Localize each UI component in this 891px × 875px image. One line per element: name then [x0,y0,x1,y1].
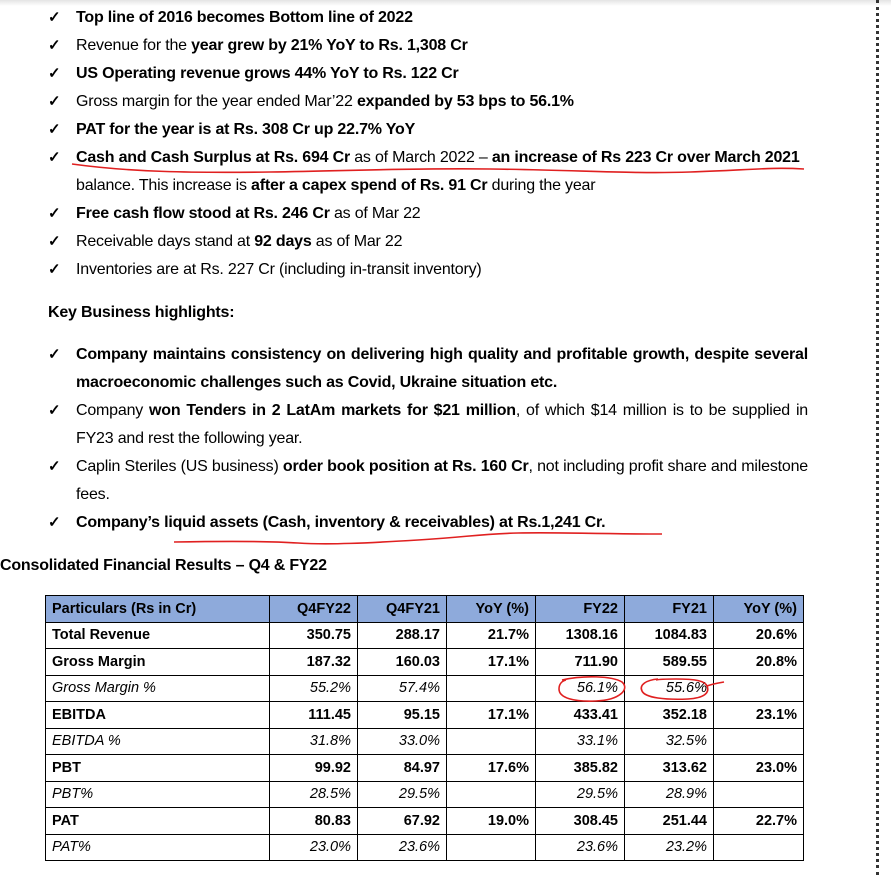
bullet-text-bold: Company’s liquid assets (Cash, inventory & receivables) at Rs.1,241 Cr. [76,514,606,531]
cell-yoy-quarter: 19.0% [447,808,536,835]
key-business-item [48,453,808,509]
bullet-text: as of Mar 22 [311,233,403,250]
cell-fy22: 1308.16 [536,622,625,649]
checkmark-icon: ✓ [48,65,61,82]
checkmark-icon: ✓ [48,9,61,26]
financial-results-table [45,595,804,861]
cell-yoy-year: 23.1% [714,702,804,729]
table-row-gross-margin [46,649,804,676]
bullet-text-bold: Free cash flow stood at Rs. 246 Cr [76,205,330,222]
cell-q4fy21: 95.15 [358,702,447,729]
cell-fy22: 23.6% [536,834,625,861]
cell-label: EBITDA % [46,728,270,755]
cell-q4fy22: 187.32 [270,649,358,676]
cell-yoy-year [714,781,804,808]
cell-q4fy22: 31.8% [270,728,358,755]
cell-yoy-year [714,675,804,702]
cell-fy21: 1084.83 [625,622,714,649]
bullet-text: Gross margin for the year ended Mar’22 [76,93,357,110]
cell-q4fy21: 67.92 [358,808,447,835]
key-business-list [48,341,808,537]
cell-fy21: 589.55 [625,649,714,676]
col-header-yoy-year: YoY (%) [714,596,804,623]
key-business-item [48,509,808,537]
bullet-text: Company [76,402,150,419]
checkmark-icon: ✓ [48,121,61,138]
bullet-text-bold: order book position at Rs. 160 Cr [282,458,529,475]
bullet-text-bold: won Tenders in 2 LatAm markets for $21 million [149,402,516,419]
cell-yoy-year: 22.7% [714,808,804,835]
checkmark-icon: ✓ [48,346,61,363]
table-row-pbt [46,755,804,782]
bullet-text: Inventories are at Rs. 227 Cr (including in-transit inventory) [76,261,482,278]
cell-fy22: 433.41 [536,702,625,729]
key-business-item [48,341,808,397]
cell-fy21: 28.9% [625,781,714,808]
bullet-text-bold: expanded by 53 bps to 56.1% [356,93,574,110]
cell-q4fy22: 80.83 [270,808,358,835]
cell-yoy-year: 23.0% [714,755,804,782]
cell-label: EBITDA [46,702,270,729]
financial-highlight-item [48,116,808,144]
bullet-text: , not including profit share and milestone fees. [76,458,808,503]
cell-fy22: 308.45 [536,808,625,835]
bullet-text-bold: Company maintains consistency on delivering high quality and profitable growth, despite several macroeconomic challenges such as Covid, Ukraine situation etc. [76,346,808,391]
checkmark-icon: ✓ [48,402,61,419]
financial-highlight-item [48,228,808,256]
cell-q4fy21: 160.03 [358,649,447,676]
cell-q4fy22: 99.92 [270,755,358,782]
cell-q4fy21: 288.17 [358,622,447,649]
cell-fy22: 33.1% [536,728,625,755]
cell-q4fy21: 29.5% [358,781,447,808]
checkmark-icon: ✓ [48,514,61,531]
col-header-q4fy21: Q4FY21 [358,596,447,623]
col-header-fy21: FY21 [625,596,714,623]
cell-fy21: 313.62 [625,755,714,782]
cell-yoy-quarter [447,834,536,861]
cell-q4fy22: 28.5% [270,781,358,808]
page-edge-dotted-border [876,0,879,875]
cell-yoy-quarter [447,781,536,808]
financial-highlight-item [48,200,808,228]
key-business-item [48,397,808,453]
cell-yoy-year: 20.8% [714,649,804,676]
cell-fy22: 711.90 [536,649,625,676]
table-section-heading: Consolidated Financial Results – Q4 & FY22 [0,557,327,574]
financial-highlight-item [48,4,808,32]
cell-yoy-quarter [447,675,536,702]
col-header-q4fy22: Q4FY22 [270,596,358,623]
bullet-text: Caplin Steriles (US business) [76,458,283,475]
cell-fy21: 23.2% [625,834,714,861]
checkmark-icon: ✓ [48,149,61,166]
table-row-gross-margin-pct [46,675,804,702]
bullet-text-bold: PAT for the year is at Rs. 308 Cr up 22.7% YoY [76,121,416,138]
cell-q4fy22: 23.0% [270,834,358,861]
bullet-text: , of which $14 million is to be supplied in FY23 and rest the following year. [76,402,809,447]
financial-highlights-list [48,4,808,284]
cell-yoy-year: 20.6% [714,622,804,649]
cell-yoy-quarter [447,728,536,755]
cell-fy21: 32.5% [625,728,714,755]
checkmark-icon: ✓ [48,205,61,222]
cell-q4fy22: 350.75 [270,622,358,649]
bullet-text: during the year [487,177,596,194]
cell-q4fy21: 23.6% [358,834,447,861]
cell-label: PBT% [46,781,270,808]
bullet-text: as of March 2022 – [349,149,492,166]
col-header-yoy-quarter: YoY (%) [447,596,536,623]
table-row-pat-pct [46,834,804,861]
cell-q4fy21: 84.97 [358,755,447,782]
cell-yoy-quarter: 17.6% [447,755,536,782]
bullet-text-bold: US Operating revenue grows 44% YoY to Rs. 122 Cr [76,65,459,82]
cell-q4fy21: 57.4% [358,675,447,702]
cell-label: Gross Margin % [46,675,270,702]
cell-yoy-quarter: 17.1% [447,702,536,729]
bullet-text-bold: after a capex spend of Rs. 91 Cr [251,177,488,194]
cell-q4fy22: 55.2% [270,675,358,702]
bullet-text: balance. This increase is [76,177,252,194]
cell-label: Total Revenue [46,622,270,649]
checkmark-icon: ✓ [48,458,61,475]
bullet-text: Receivable days stand at [76,233,255,250]
checkmark-icon: ✓ [48,233,61,250]
cell-label: PAT% [46,834,270,861]
cell-q4fy21: 33.0% [358,728,447,755]
checkmark-icon: ✓ [48,261,61,278]
bullet-text-bold: Top line of 2016 becomes Bottom line of 2022 [76,9,413,26]
bullet-text: Revenue for the [76,37,192,54]
table-row-ebitda-pct [46,728,804,755]
cell-yoy-year [714,728,804,755]
cell-yoy-quarter: 17.1% [447,649,536,676]
financial-highlight-item [48,144,808,200]
bullet-text-bold: Cash and Cash Surplus at Rs. 694 Cr [76,149,350,166]
table-row-pbt-pct [46,781,804,808]
cell-fy21: 352.18 [625,702,714,729]
table-header-row [46,596,804,623]
cell-label: PBT [46,755,270,782]
bullet-text-bold: 92 days [254,233,312,250]
key-business-heading: Key Business highlights: [48,304,235,321]
financial-highlight-item [48,60,808,88]
financial-highlight-item [48,88,808,116]
cell-q4fy22: 111.45 [270,702,358,729]
checkmark-icon: ✓ [48,93,61,110]
cell-fy22: 385.82 [536,755,625,782]
financial-highlight-item [48,256,808,284]
table-row-ebitda [46,702,804,729]
cell-label: PAT [46,808,270,835]
bullet-text-bold: an increase of Rs 223 Cr over March 2021 [491,149,800,166]
cell-fy21: 251.44 [625,808,714,835]
col-header-fy22: FY22 [536,596,625,623]
cell-fy21: 55.6% [625,675,714,702]
cell-yoy-quarter: 21.7% [447,622,536,649]
checkmark-icon: ✓ [48,37,61,54]
bullet-text: as of Mar 22 [329,205,421,222]
cell-yoy-year [714,834,804,861]
bullet-text-bold: year grew by 21% YoY to Rs. 1,308 Cr [191,37,468,54]
table-row-total-revenue [46,622,804,649]
financial-highlight-item [48,32,808,60]
table-row-pat [46,808,804,835]
cell-fy22: 29.5% [536,781,625,808]
col-header-particulars: Particulars (Rs in Cr) [46,596,270,623]
cell-label: Gross Margin [46,649,270,676]
cell-fy22: 56.1% [536,675,625,702]
